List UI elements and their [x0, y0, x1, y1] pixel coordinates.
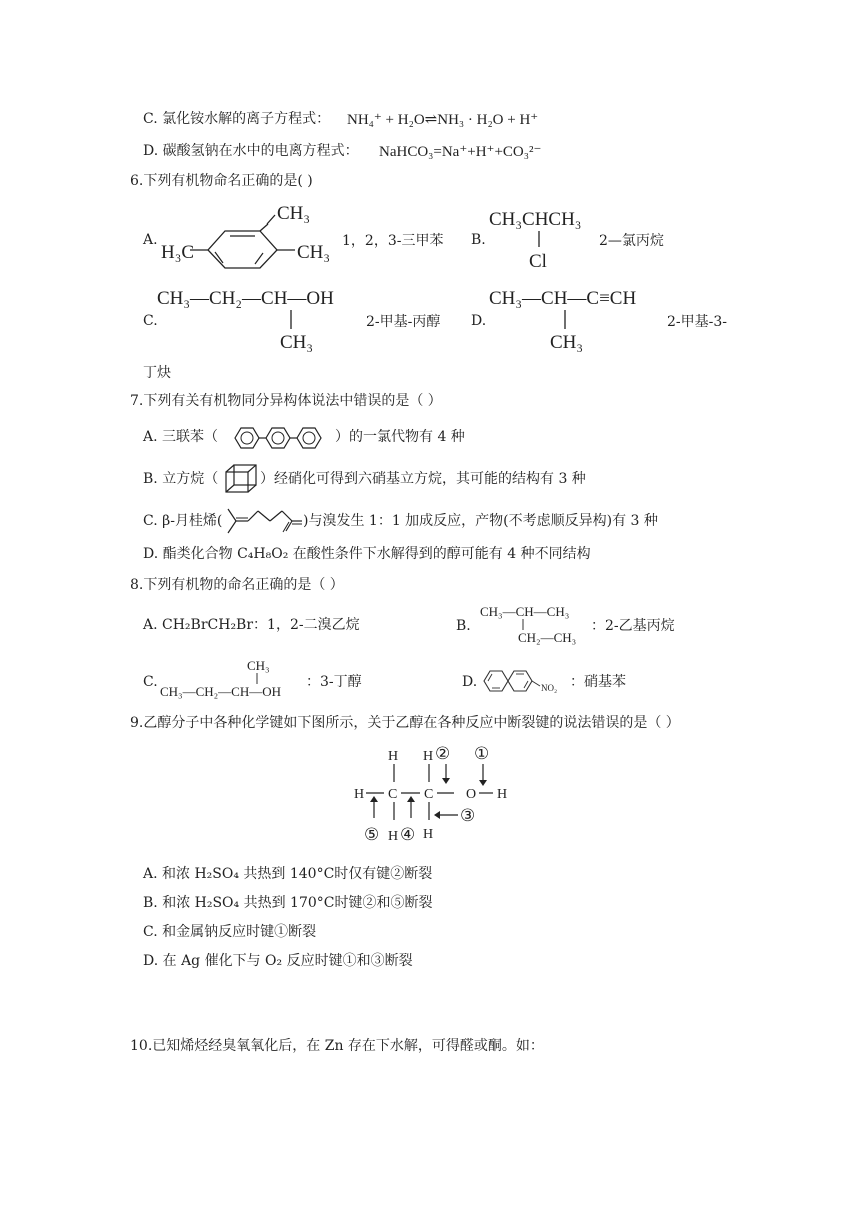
svg-text:H: H: [354, 787, 365, 802]
q8-b-ethyl: CH₂—CH₃: [518, 630, 577, 645]
q6-c-structure: [157, 282, 377, 352]
svg-text:H: H: [388, 829, 399, 844]
q8-option-b-label: B.: [456, 618, 471, 634]
svg-text:C: C: [424, 787, 434, 802]
q8-option-a: A. CH₂BrCH₂Br：1，2-二溴乙烷: [143, 617, 360, 633]
q9-option-a: A. 和浓 H₂SO₄ 共热到 140°C时仅有键②断裂: [143, 866, 433, 882]
q8-d-naphthalene-icon: [480, 664, 575, 698]
q7-c-myrcene-icon: [226, 506, 306, 536]
svg-text:⑤: ⑤: [364, 825, 380, 844]
q6-option-d-name: 2-甲基-3-: [667, 314, 728, 330]
q8-b-structure: [480, 602, 600, 648]
q8-b-main-chain: CH₃—CH—CH₃: [480, 604, 570, 619]
q7-option-b-post: ）经硝化可得到六硝基立方烷，其可能的结构有 3 种: [260, 471, 586, 487]
q9-option-c: C. 和金属钠反应时键①断裂: [143, 924, 317, 940]
q6-option-c-label: C.: [143, 313, 158, 329]
q10-stem: 10.已知烯烃经臭氧氧化后，在 Zn 存在下水解，可得醛或酮。如：: [130, 1038, 544, 1054]
q6-option-c-name: 2-甲基-丙醇: [366, 314, 441, 330]
q8-option-b-name: ：2-乙基丙烷: [591, 618, 675, 634]
q7-a-terphenyl-icon: [228, 423, 340, 453]
svg-text:H: H: [423, 749, 434, 764]
q9-option-b: B. 和浓 H₂SO₄ 共热到 170°C时键②和⑤断裂: [143, 895, 433, 911]
q6-b-main-chain: CH₃CHCH₃: [489, 209, 582, 230]
q7-option-a-post: ）的一氯代物有 4 种: [335, 429, 465, 445]
q6-a-top-methyl: CH₃: [277, 203, 311, 224]
q6-option-d-name-continued: 丁炔: [143, 365, 171, 381]
q6-a-structure-trimethylbenzene: [155, 198, 355, 278]
q7-stem: 7.下列有关有机物同分异构体说法中错误的是（ ）: [130, 393, 442, 409]
q9-ethanol-bond-diagram: [350, 742, 550, 852]
q8-option-d-name: ：硝基苯: [570, 674, 626, 690]
q8-option-c-name: ：3-丁醇: [306, 674, 362, 690]
svg-text:O: O: [466, 787, 477, 802]
q8-option-c-label: C.: [143, 674, 158, 690]
q7-option-c-post: )与溴发生 1：1 加成反应，产物(不考虑顺反异构)有 3 种: [303, 513, 658, 529]
q7-option-d: D. 酯类化合物 C₄H₈O₂ 在酸性条件下水解得到的醇可能有 4 种不同结构: [143, 546, 591, 562]
svg-text:②: ②: [435, 744, 451, 763]
q6-option-a-name: 1，2，3-三甲苯: [342, 233, 444, 249]
q8-stem: 8.下列有机物的命名正确的是（ ）: [130, 577, 344, 593]
q9-option-d: D. 在 Ag 催化下与 O₂ 反应时键①和③断裂: [143, 953, 413, 969]
q6-a-right-methyl: CH₃: [297, 242, 331, 263]
svg-text:H: H: [388, 749, 399, 764]
q9-stem: 9.乙醇分子中各种化学键如下图所示，关于乙醇在各种反应中断裂键的说法错误的是（ ）: [130, 715, 680, 731]
q6-a-left-methyl: H₃C: [161, 242, 195, 263]
svg-text:③: ③: [460, 806, 476, 825]
q6-d-methyl: CH₃: [550, 332, 584, 353]
q6-b-chloro: Cl: [529, 251, 547, 272]
q6-d-main-chain: CH₃—CH—C≡CH: [489, 288, 637, 309]
q6-option-d-label: D.: [471, 313, 487, 329]
q6-option-b-label: B.: [471, 232, 486, 248]
q8-c-structure: [160, 656, 310, 702]
q5-option-d-label: D. 碳酸氢钠在水中的电离方程式：: [143, 143, 359, 159]
svg-text:①: ①: [474, 744, 490, 763]
q6-stem: 6.下列有机物命名正确的是( ): [130, 173, 313, 189]
q5-option-c-label: C. 氯化铵水解的离子方程式：: [143, 111, 331, 127]
svg-text:C: C: [388, 787, 398, 802]
q7-option-b-pre: B. 立方烷（: [143, 471, 219, 487]
q8-c-methyl: CH₃: [247, 658, 270, 673]
q7-b-cubane-icon: [222, 462, 262, 496]
q8-option-d-label: D.: [462, 674, 478, 690]
q6-option-a-label: A.: [143, 232, 158, 248]
q6-c-main-chain: CH₃—CH₂—CH—OH: [157, 288, 334, 309]
q6-c-methyl: CH₃: [280, 332, 314, 353]
q6-d-structure: [489, 282, 679, 352]
q7-option-c-pre: C. β-月桂烯(: [143, 513, 223, 529]
q7-option-a-pre: A. 三联苯（: [143, 429, 219, 445]
svg-text:H: H: [497, 787, 508, 802]
svg-text:H: H: [423, 827, 434, 842]
q5-option-c-equation: NH₄⁺ + H₂O⇌NH₃ · H₂O + H⁺: [347, 112, 539, 128]
q5-option-d-equation: NaHCO₃=Na⁺+H⁺+CO₃²⁻: [379, 144, 542, 160]
q8-c-main-chain: CH₃—CH₂—CH—OH: [160, 684, 282, 699]
q8-d-nitro-group: NO₂: [541, 683, 558, 693]
svg-text:④: ④: [400, 825, 416, 844]
q6-option-b-name: 2—氯丙烷: [599, 233, 664, 249]
